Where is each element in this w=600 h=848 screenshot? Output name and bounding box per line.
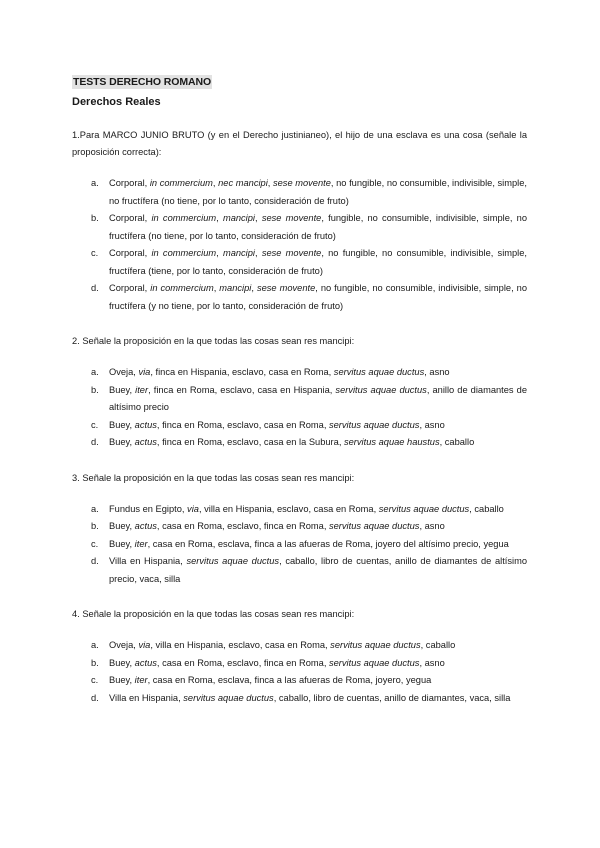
option-text [109,655,527,673]
text-segment: , asno [424,367,450,377]
answer-option-d [72,553,527,588]
text-segment: Villa en Hispania, [109,556,187,566]
text-segment: Corporal, [109,248,152,258]
answer-option-c [72,672,527,690]
text-segment: , no fungible, no consumible, indivisible, simple, no fructífera (no tiene, por lo tanto, consideración de fruto) [109,178,527,206]
italic-text-segment: res mancipi [304,472,352,483]
italic-text-segment: sese movente [272,178,331,188]
option-letter: d. [91,692,99,703]
answer-option-a [72,637,527,655]
text-segment: 3. Señale la proposición en la que todas las cosas sean [72,472,305,483]
text-segment: : [351,336,355,346]
option-text [109,672,527,690]
text-segment: Oveja, [109,640,139,650]
question-3 [72,470,527,589]
text-segment: , [216,248,223,258]
italic-text-segment: actus [134,521,157,531]
option-letter: c. [91,538,99,549]
option-letter: b. [91,384,99,395]
option-text [109,382,527,417]
italic-text-segment: via [138,640,151,650]
text-segment: , [255,248,262,258]
option-text [109,280,527,315]
italic-text-segment: res mancipi [304,609,352,619]
text-segment: : [351,609,355,619]
answer-option-b [72,210,527,245]
italic-text-segment: iter [134,538,148,549]
document-title: TESTS DERECHO ROMANO [73,76,212,88]
text-segment: : [351,472,355,483]
italic-text-segment: in commercium [151,248,217,258]
answer-options [72,637,527,707]
text-segment: , casa en Roma, esclava, finca a las afueras de Roma, joyero, yegua [147,675,432,685]
option-text [109,175,527,210]
text-segment: , no fungible, no consumible, indivisible, simple, fructífera (tiene, por lo tanto, consideración de fruto) [109,248,528,276]
italic-text-segment: servitus aquae ductus [186,556,280,566]
question-4 [72,606,527,707]
text-segment: , casa en Roma, esclavo, finca en Roma, [156,521,329,531]
text-segment: , finca en Roma, esclavo, casa en Roma, [156,419,329,430]
italic-text-segment: via [138,367,151,377]
italic-text-segment: mancipi [222,248,255,258]
italic-text-segment: in commercium [151,213,217,223]
text-segment: , [213,283,220,293]
italic-text-segment: servitus aquae ductus [378,503,470,514]
question-text [72,127,527,161]
italic-text-segment: servitus aquae ductus [328,521,420,531]
italic-text-segment: mancipi [219,283,252,293]
italic-text-segment: servitus aquae ductus [328,419,420,430]
text-segment: Buey, [109,657,135,668]
text-segment: , asno [419,657,445,668]
answer-option-c [72,536,527,554]
answer-option-c [72,417,527,435]
question-text [72,606,527,623]
text-segment: Buey, [109,384,136,395]
text-segment: Fundus en Egipto, [109,503,188,514]
italic-text-segment: in commercium [149,178,213,188]
option-text [109,501,527,519]
option-letter: d. [91,283,99,293]
italic-text-segment: servitus aquae ductus [333,367,425,377]
answer-options [72,501,527,589]
italic-text-segment: servitus aquae ductus [328,657,420,668]
answer-options [72,364,527,452]
option-text [109,637,527,655]
text-segment: Oveja, [109,367,139,377]
text-segment: , fungible, no consumible, indivisible, simple, no fructífera (no tiene, por lo tanto, consideración de fruto) [109,213,528,241]
italic-text-segment: actus [134,657,157,668]
italic-text-segment: iter [134,675,148,685]
text-segment: Buey, [109,521,135,531]
question-text [72,470,527,487]
text-segment: Buey, [109,419,135,430]
answer-option-c [72,245,527,280]
text-segment: , caballo, libro de cuentas, anillo de diamantes de altísimo precio, vaca, silla [109,556,527,584]
italic-text-segment: sese movente [256,283,316,293]
text-segment: Corporal, [109,283,151,293]
italic-text-segment: servitus aquae ductus [183,692,274,703]
option-letter: a. [91,640,99,650]
option-letter: c. [91,248,99,258]
text-segment: , finca en Roma, esclavo, casa en Hispania, [148,384,336,395]
option-letter: a. [91,178,99,188]
option-text [109,210,527,245]
text-segment: , [251,283,257,293]
option-letter: c. [91,675,99,685]
text-segment: , finca en Roma, esclavo, casa en la Subura, [156,437,344,447]
text-segment: Buey, [109,675,135,685]
document-page [72,72,527,707]
text-segment: Corporal, [109,178,150,188]
answer-option-d [72,434,527,452]
text-segment: , casa en Roma, esclava, finca a las afueras de Roma, joyero del altísimo precio, yegua [147,538,509,549]
italic-text-segment: iter [135,384,149,395]
questions-list [72,127,527,707]
italic-text-segment: nec mancipi [218,178,268,188]
text-segment: , [267,178,273,188]
text-segment: , casa en Roma, esclavo, finca en Roma, [156,657,329,668]
question-1 [72,127,527,315]
text-segment: , caballo [439,437,475,447]
option-text [109,536,527,554]
answer-option-d [72,690,527,708]
answer-option-b [72,518,527,536]
text-segment: , no fungible, no consumible, indivisible, simple, no fructífera (y no tiene, por lo tanto, consideración de fruto) [109,283,527,311]
text-segment: , anillo de diamantes de altísimo precio [109,384,527,412]
option-letter: a. [91,503,99,514]
answer-option-a [72,364,527,382]
option-text [109,553,527,588]
italic-text-segment: via [187,503,199,514]
option-letter: a. [91,367,99,377]
document-subtitle: Derechos Reales [72,96,161,108]
italic-text-segment: sese movente [261,213,322,223]
text-segment: , caballo [420,640,456,650]
text-segment: , caballo, libro de cuentas, anillo de diamantes, vaca, silla [273,692,511,703]
option-text [109,245,527,280]
text-segment: , [212,178,219,188]
italic-text-segment: in commercium [150,283,214,293]
answer-option-b [72,382,527,417]
question-2 [72,333,527,452]
answer-option-a [72,501,527,519]
text-segment: , villa en Hispania, esclavo, casa en Roma, [198,503,379,514]
text-segment: , asno [419,521,445,531]
answer-option-b [72,655,527,673]
text-segment: Buey, [109,538,135,549]
text-segment: 1.Para MARCO JUNIO BRUTO (y en el Derecho justinianeo), el hijo de una esclava es una cosa (señale la proposición correcta): [72,130,527,157]
option-text [109,434,527,452]
italic-text-segment: sese movente [261,248,322,258]
answer-option-d [72,280,527,315]
option-letter: c. [91,419,99,430]
text-segment: , villa en Hispania, esclavo, casa en Roma, [150,640,331,650]
text-segment: , [255,213,262,223]
text-segment: Villa en Hispania, [109,692,184,703]
italic-text-segment: servitus aquae haustus [343,437,440,447]
italic-text-segment: servitus aquae ductus [335,384,427,395]
text-segment: , asno [419,419,445,430]
italic-text-segment: actus [134,437,157,447]
italic-text-segment: servitus aquae ductus [330,640,421,650]
question-text [72,333,527,350]
option-text [109,364,527,382]
italic-text-segment: res mancipi [304,336,352,346]
answer-options [72,175,527,315]
text-segment: , finca en Hispania, esclavo, casa en Roma, [150,367,334,377]
option-letter: d. [91,437,99,447]
option-text [109,417,527,435]
option-letter: b. [91,213,99,223]
text-segment: 4. Señale la proposición en la que todas las cosas sean [72,609,305,619]
option-letter: b. [91,657,99,668]
text-segment: Corporal, [109,213,152,223]
text-segment: 2. Señale la proposición en la que todas las cosas sean [72,336,305,346]
option-letter: b. [91,521,99,531]
text-segment: , caballo [469,503,504,514]
option-text [109,690,527,708]
answer-option-a [72,175,527,210]
text-segment: , [216,213,223,223]
text-segment: Buey, [109,437,135,447]
option-text [109,518,527,536]
option-letter: d. [91,556,99,566]
italic-text-segment: actus [134,419,157,430]
italic-text-segment: mancipi [222,213,255,223]
